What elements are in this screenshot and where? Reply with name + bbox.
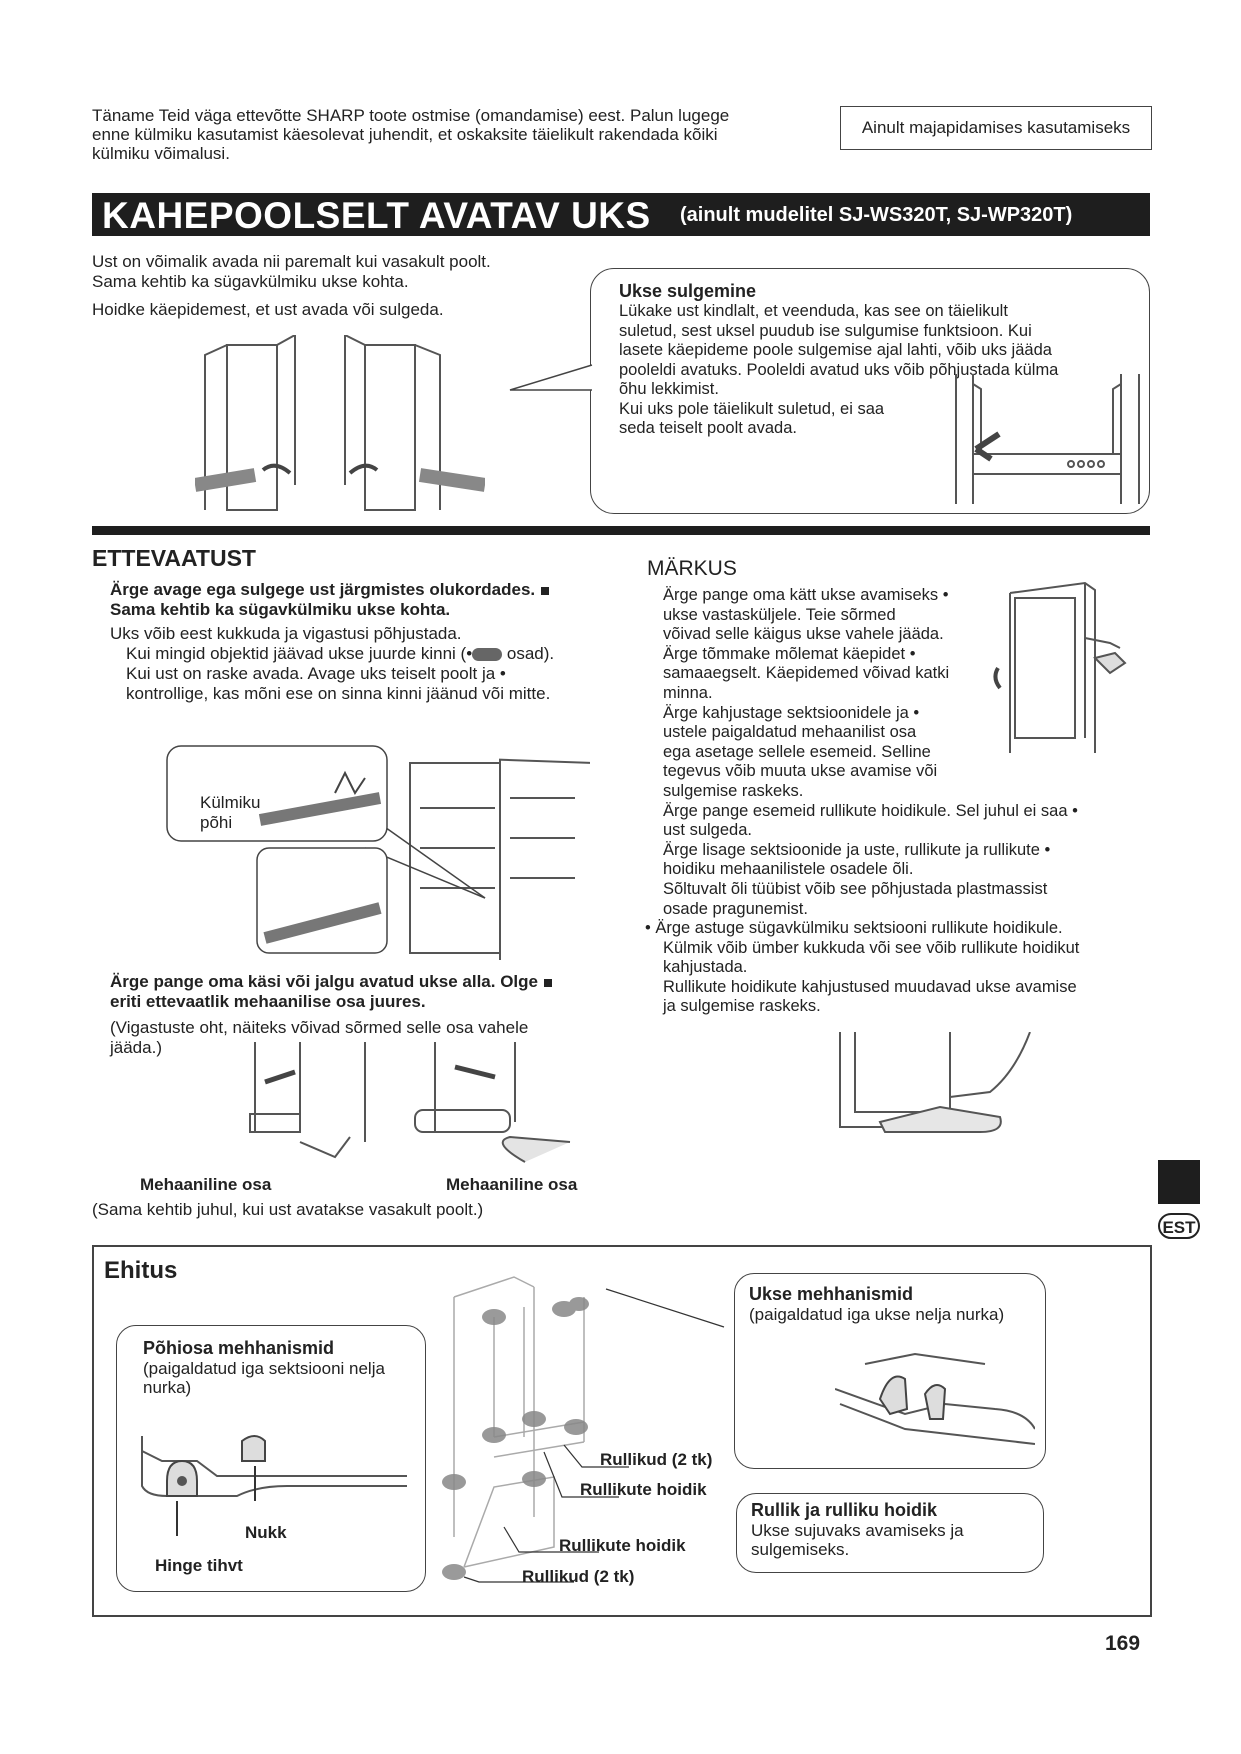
closing-line: õhu lekkimist. [619,380,719,398]
note-line: võivad selle käigus ukse vahele jääda. [663,625,944,644]
fridge-hand-illustration [990,578,1140,758]
note-line: Rullikute hoidikute kahjustused muudavad ukse avamise [663,977,1077,996]
note-line: ukse vastasküljele. Teie sõrmed [663,605,896,624]
note-line: Ärge kahjustage sektsioonidele ja • [663,703,920,722]
closing-line: pooleldi avatuks. Pooleldi avatud uks võib põhjustada külma [619,360,1059,379]
note-line: Ärge pange oma kätt ukse avamiseks • [663,586,949,604]
door-mechanism-callout [734,1273,1046,1469]
caution-line-2 [110,644,610,664]
note-line: Ärge tõmmake mõlemat käepidet • [663,644,916,663]
note-line: hoidiku mehaanilistele osadele õli. [663,860,914,879]
note-line: ja sulgemise raskeks. [663,997,821,1016]
hinge-pin-illustration [137,1426,407,1576]
open-line-3: Hoidke käepidemest, et ust avada või sulgeda. [92,300,444,319]
language-tab: EST [1158,1213,1200,1239]
door-mech-title: Ukse mehhanismid [749,1284,914,1304]
note-line: Ärge lisage sektsioonide ja uste, rullikute ja rullikute • [663,840,1051,859]
notes-section [647,557,737,581]
open-text [92,252,612,320]
caution-bold-4: eriti ettevaatlik mehaanilise osa juures. [110,992,426,1011]
closing-illustration [951,374,1141,504]
fridge-structure-illustration [424,1267,754,1607]
intro-text: Täname Teid väga ettevõtte SHARP toote ostmise (omandamise) eest. Palun lugege enne külmiku kasutamist käesolevat juhendit, et oskaksite täielikult rakendada kõiki külmiku võimalusi. [92,106,730,163]
structure-heading: Ehitus [104,1257,178,1284]
page-number: 169 [1105,1632,1141,1655]
structure-section [92,1245,1152,1617]
section-title-bar [92,193,1150,236]
door-closing-callout [590,268,1150,514]
closing-line: Lükake ust kindlalt, et veenduda, kas see on täielikult [619,302,1008,320]
note-line: minna. [663,683,713,702]
square-bullet-icon [544,979,552,987]
fridge-bottom-label: Külmiku põhi [200,793,261,832]
caution-line-5: (Vigastuste oht, näiteks võivad sõrmed selle osa vahele [110,1018,529,1037]
note-line: Sõltuvalt õli tüübist võib see põhjustada plastmassist [663,879,1048,898]
household-only-notice: Ainult majapidamises kasutamiseks [840,106,1152,150]
note-line: ust sulgeda. [663,821,752,840]
caution-bold [110,580,610,600]
roller-holder-bottom-label: Rullikute hoidik [559,1536,686,1555]
open-line-2: Sama kehtib ka sügavkülmiku ukse kohta. [92,272,409,291]
caution-line-2b: osad). [502,644,555,663]
door-mech-illustration [835,1349,1035,1459]
note-line: Külmik võib ümber kukkuda või see võib rullikute hoidikut [663,938,1080,957]
rollers-bottom-label: Rullikud (2 tk) [522,1567,635,1586]
roller-holder-top-label: Rullikute hoidik [580,1480,707,1499]
callout-pointer [508,360,594,400]
rollers-top-label: Rullikud (2 tk) [600,1450,713,1469]
language-tab-block [1158,1160,1200,1204]
freezer-step-illustration [830,1032,1065,1142]
caution-text-2 [110,972,610,1012]
section-title: KAHEPOOLSELT AVATAV UKS [102,195,651,236]
closing-line: suletud, sest uksel puudub ise sulgumise funktsioon. Kui [619,321,1032,340]
closing-line: seda teiselt poolt avada. [619,419,797,437]
roller-desc: Ukse sujuvaks avamiseks ja sulgemiseks. [751,1521,964,1559]
open-line-1: Ust on võimalik avada nii paremalt kui vasakult poolt. [92,252,491,271]
closing-line: Kui uks pole täielikult suletud, ei saa [619,399,885,418]
main-mechanism-callout [116,1325,426,1592]
note-bullet-line: • Ärge astuge sügavkülmiku sektsiooni rullikute hoidikule. [645,919,1063,938]
caution-line-1: Uks võib eest kukkuda ja vigastusi põhjustada. [110,624,462,643]
caution-heading: ETTEVAATUST [92,545,256,571]
caution-bold-3 [110,972,610,992]
main-mech-desc: (paigaldatud iga sektsiooni nelja nurka) [143,1359,385,1397]
caution-line-3: Kui ust on raske avada. Avage uks teiselt poolt ja • [126,664,506,683]
same-left-note: (Sama kehtib juhul, kui ust avatakse vasakult poolt.) [92,1200,484,1219]
caution-section [92,545,612,572]
caution-text [110,580,610,704]
note-line: ega asetage sellele esemeid. Selline [663,742,931,761]
mechanical-part-label-1: Mehaaniline osa [140,1175,272,1194]
door-opening-illustration [195,335,485,520]
note-line: sulgemise raskeks. [663,781,804,800]
caution-bold-2: Sama kehtib ka sügavkülmiku ukse kohta. [110,600,451,619]
door-mech-desc: (paigaldatud iga ukse nelja nurka) [749,1305,1005,1324]
caution-bold-1: Ärge avage ega sulgege ust järgmistes olukordades. [110,580,536,599]
hinge-pin-label: Hinge tihvt [155,1556,243,1575]
closing-line: lasete käepideme poole sulgemise ajal lahti, võib uks jääda [619,341,1052,359]
caution-line-2a: Kui mingid objektid jäävad ukse juurde kinni (• [126,644,473,663]
roller-title: Rullik ja rulliku hoidik [751,1500,938,1520]
closing-heading: Ukse sulgemine [619,281,757,301]
note-line: tegevus võib muuta ukse avamise või [663,762,938,781]
section-divider [92,526,1150,535]
fridge-bottom-illustration [165,738,590,960]
mechanical-part-illustration [240,1042,590,1172]
caution-line-4: kontrollige, kas mõni ese on sinna kinni jäänud või mitte. [126,684,551,703]
nukk-label: Nukk [245,1523,287,1542]
mechanical-part-label-2: Mehaaniline osa [446,1175,578,1194]
note-line: ustele paigaldatud mehaanilist osa [663,723,917,742]
section-subtitle: (ainult mudelitel SJ-WS320T, SJ-WP320T) [680,204,1073,226]
note-line: Ärge pange esemeid rullikute hoidikule. Sel juhul ei saa • [663,801,1078,820]
note-line: kahjustada. [663,958,748,977]
roller-callout [736,1493,1044,1573]
square-bullet-icon [541,587,549,595]
caution-bold-3-text: Ärge pange oma käsi või jalgu avatud ukse alla. Olge [110,972,538,991]
gray-part-marker-icon [472,648,502,661]
note-line: osade pragunemist. [663,899,808,918]
caution-line-6: jääda.) [110,1038,162,1057]
notes-heading: MÄRKUS [647,557,737,580]
main-mech-title: Põhiosa mehhanismid [143,1338,335,1358]
note-line: samaaegselt. Käepidemed võivad katki [663,664,950,683]
